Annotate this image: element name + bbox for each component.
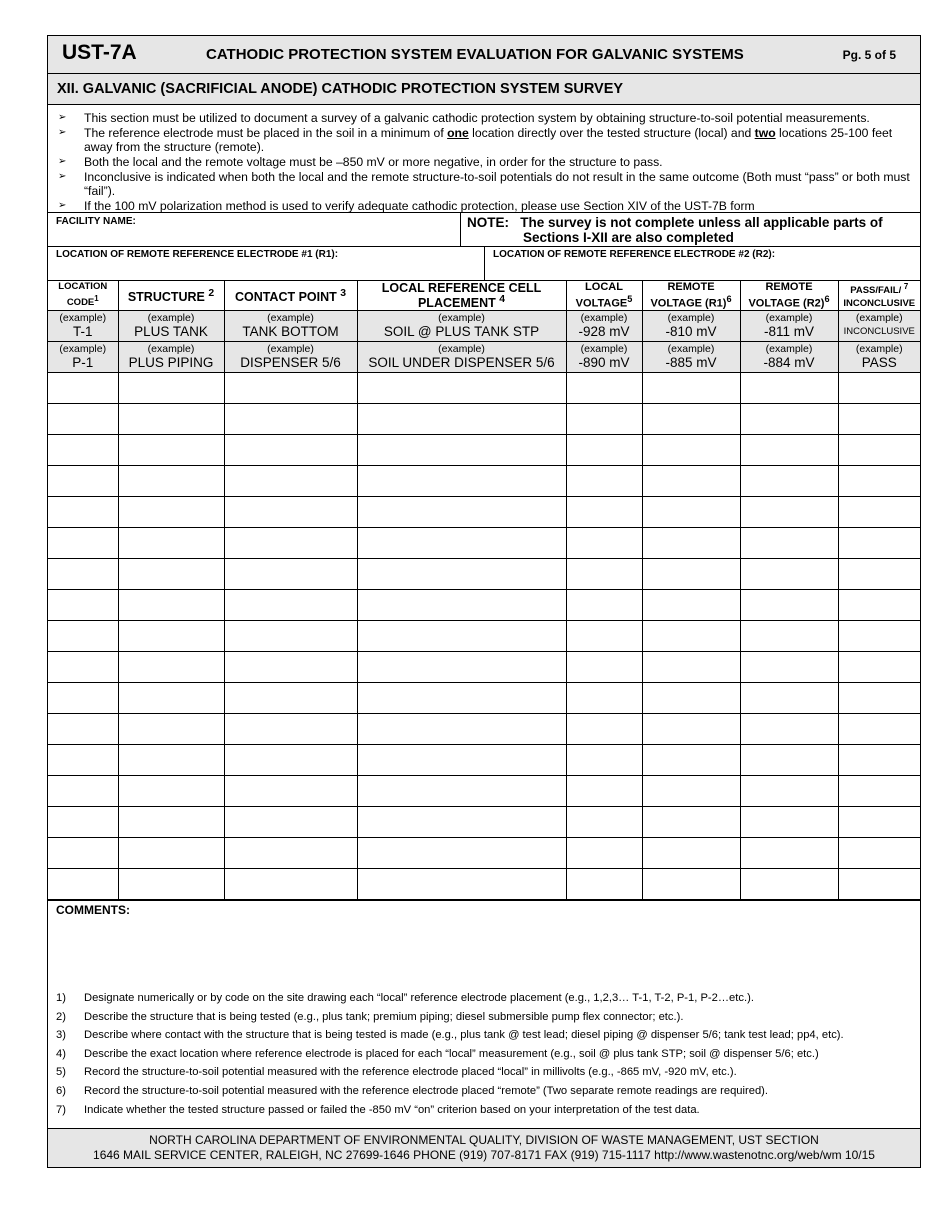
instruction-text: Inconclusive is indicated when both the local and the remote structure-to-soil potentials do not result in the same outcome (Both must “pass” or both must “fail”).: [84, 170, 910, 198]
example-label: (example): [59, 343, 107, 355]
entry-cell[interactable]: [118, 373, 224, 404]
footnote-ref: 3: [340, 287, 347, 299]
entry-cell[interactable]: [48, 528, 118, 559]
footnote-number: 6): [56, 1084, 66, 1097]
footnote-ref: 6: [726, 294, 732, 305]
example-cell: [357, 342, 566, 373]
entry-cell[interactable]: [642, 683, 740, 714]
entry-cell[interactable]: [48, 559, 118, 590]
entry-cell[interactable]: [357, 497, 566, 528]
entry-cell[interactable]: [357, 838, 566, 869]
form-id: UST-7A: [62, 41, 137, 64]
example-value: INCONCLUSIVE: [843, 326, 915, 337]
footnote-text: Describe the exact location where reference electrode is placed for each “local” measurement (e.g., soil @ plus tank STP; soil @ dispenser 5/6; etc.): [84, 1047, 819, 1060]
table-row: [48, 466, 920, 497]
footnote-text: Designate numerically or by code on the site drawing each “local” reference electrode placement (e.g., 1,2,3… T-1, T-2, P-1, P-2…etc.).: [84, 992, 754, 1004]
entry-cell[interactable]: [118, 559, 224, 590]
example-label: (example): [765, 312, 813, 324]
table-row: [48, 869, 920, 900]
instruction-text: This section must be utilized to document a survey of a galvanic cathodic protection system by obtaining structure-to-soil potential measurements.: [84, 111, 870, 125]
arrow-bullet-icon: ➢: [58, 200, 67, 211]
table-row: [48, 683, 920, 714]
entry-cell[interactable]: [566, 559, 642, 590]
entry-cell[interactable]: [838, 373, 920, 404]
footnote-text: Record the structure-to-soil potential measured with the reference electrode placed “remote” (Two separate remote readings are required).: [84, 1084, 769, 1097]
example-row-1: [48, 311, 920, 342]
footnote-number: 3): [56, 1029, 66, 1042]
entry-cell[interactable]: [740, 683, 838, 714]
entry-cell[interactable]: [48, 404, 118, 435]
example-label: (example): [580, 343, 628, 355]
entry-cell[interactable]: [740, 373, 838, 404]
entry-cell[interactable]: [357, 590, 566, 621]
instruction-text-part: location directly over the tested structure (local) and: [468, 126, 755, 140]
example-cell: [838, 342, 920, 373]
entry-cell[interactable]: [740, 497, 838, 528]
instruction-item: [58, 155, 910, 169]
entry-cell[interactable]: [224, 745, 357, 776]
entry-cell[interactable]: [224, 652, 357, 683]
example-label: (example): [580, 312, 628, 324]
entry-cell[interactable]: [838, 652, 920, 683]
example-value: PLUS TANK: [134, 324, 208, 339]
header-remote-r2: [740, 281, 838, 311]
entry-cell[interactable]: [224, 621, 357, 652]
entry-cell[interactable]: [740, 466, 838, 497]
entry-cell[interactable]: [224, 683, 357, 714]
entry-cell[interactable]: [48, 590, 118, 621]
footnote-number: 1): [56, 992, 66, 1004]
entry-cell[interactable]: [224, 404, 357, 435]
remote-electrode-row: [48, 246, 920, 280]
header-local-voltage: [566, 281, 642, 311]
entry-cell[interactable]: [118, 807, 224, 838]
entry-cell[interactable]: [48, 435, 118, 466]
entry-cell[interactable]: [642, 838, 740, 869]
footnote-item: [56, 1026, 920, 1045]
header-text: CONTACT POINT: [234, 290, 337, 305]
note-line-2: Sections I-XII are also completed: [523, 230, 734, 245]
entry-cell[interactable]: [838, 559, 920, 590]
example-label: (example): [667, 312, 715, 324]
entry-cell[interactable]: [118, 528, 224, 559]
example-label: (example): [267, 312, 314, 324]
comments-label: COMMENTS:: [56, 903, 130, 917]
footnote-ref: 6: [824, 294, 830, 305]
remote-electrode-2-label: LOCATION OF REMOTE REFERENCE ELECTRODE #2 (R2):: [493, 249, 776, 260]
example-cell: [48, 311, 118, 342]
entry-cell[interactable]: [566, 528, 642, 559]
entry-cell[interactable]: [642, 714, 740, 745]
footnote-text: Record the structure-to-soil potential measured with the reference electrode placed “local” in millivolts (e.g., -865 mV, -920 mV, etc.).: [84, 1066, 737, 1079]
entry-cell[interactable]: [642, 590, 740, 621]
table-row: [48, 373, 920, 404]
entry-cell[interactable]: [224, 869, 357, 900]
entry-cell[interactable]: [118, 838, 224, 869]
note-text-1: The survey is not complete unless all applicable parts of: [520, 215, 883, 230]
entry-cell[interactable]: [224, 466, 357, 497]
table-row: [48, 807, 920, 838]
example-value: -890 mV: [578, 355, 630, 370]
instruction-text: [84, 126, 910, 154]
footer-line-2: 1646 MAIL SERVICE CENTER, RALEIGH, NC 27699-1646 PHONE (919) 707-8171 FAX (919) 715-1117 http://www.wastenotnc.org/web/wm 10/15: [93, 1148, 875, 1162]
entry-cell[interactable]: [838, 590, 920, 621]
example-cell: [566, 311, 642, 342]
example-cell: [118, 342, 224, 373]
entry-cell[interactable]: [48, 776, 118, 807]
entry-cell[interactable]: [740, 652, 838, 683]
entry-cell[interactable]: [118, 466, 224, 497]
arrow-bullet-icon: ➢: [58, 156, 67, 167]
example-value: P-1: [72, 355, 94, 370]
header-text: REMOTE VOLTAGE (R1): [650, 281, 727, 310]
entry-cell[interactable]: [642, 497, 740, 528]
entry-cell[interactable]: [566, 466, 642, 497]
entry-cell[interactable]: [838, 497, 920, 528]
example-value: -884 mV: [763, 355, 815, 370]
entry-cell[interactable]: [118, 714, 224, 745]
entry-cell[interactable]: [566, 869, 642, 900]
arrow-bullet-icon: ➢: [58, 112, 67, 123]
entry-cell[interactable]: [48, 714, 118, 745]
entry-cell[interactable]: [566, 683, 642, 714]
entry-cell[interactable]: [740, 559, 838, 590]
entry-cell[interactable]: [838, 776, 920, 807]
header-remote-r1: [642, 281, 740, 311]
table-row: [48, 497, 920, 528]
entry-cell[interactable]: [566, 497, 642, 528]
footnote-ref: 4: [499, 293, 506, 305]
arrow-bullet-icon: ➢: [58, 171, 67, 182]
form-page: [47, 35, 921, 1168]
entry-cell[interactable]: [224, 807, 357, 838]
table-row: [48, 528, 920, 559]
entry-cell[interactable]: [740, 807, 838, 838]
entry-cell[interactable]: [566, 590, 642, 621]
header-local-reference: [357, 281, 566, 311]
entry-cell[interactable]: [740, 528, 838, 559]
table-row: [48, 590, 920, 621]
entry-cell[interactable]: [224, 373, 357, 404]
entry-cell[interactable]: [48, 466, 118, 497]
example-cell: [642, 342, 740, 373]
entry-cell[interactable]: [118, 435, 224, 466]
instruction-text: Both the local and the remote voltage must be –850 mV or more negative, in order for the structure to pass.: [84, 155, 663, 169]
entry-cell[interactable]: [642, 745, 740, 776]
example-value: DISPENSER 5/6: [240, 355, 341, 370]
entry-cell[interactable]: [118, 590, 224, 621]
entry-cell[interactable]: [566, 745, 642, 776]
entry-cell[interactable]: [357, 745, 566, 776]
entry-cell[interactable]: [118, 652, 224, 683]
entry-cell[interactable]: [566, 652, 642, 683]
note-prefix: NOTE:: [467, 215, 509, 230]
instruction-item: [58, 170, 910, 198]
emphasis-one: one: [447, 126, 469, 140]
example-value: PASS: [861, 355, 897, 370]
example-cell: [642, 311, 740, 342]
entry-cell[interactable]: [642, 528, 740, 559]
example-value: -885 mV: [665, 355, 717, 370]
entry-cell[interactable]: [642, 559, 740, 590]
example-label: (example): [147, 312, 195, 324]
blank-rows: [48, 373, 920, 900]
entry-cell[interactable]: [48, 373, 118, 404]
entry-cell[interactable]: [740, 714, 838, 745]
section-title: XII. GALVANIC (SACRIFICIAL ANODE) CATHODIC PROTECTION SYSTEM SURVEY: [48, 74, 920, 105]
entry-cell[interactable]: [357, 435, 566, 466]
example-cell: [838, 311, 920, 342]
entry-cell[interactable]: [48, 807, 118, 838]
table-row: [48, 838, 920, 869]
header-text: LOCAL REFERENCE CELL PLACEMENT: [381, 280, 542, 311]
entry-cell[interactable]: [838, 714, 920, 745]
entry-cell[interactable]: [357, 559, 566, 590]
entry-cell[interactable]: [48, 683, 118, 714]
entry-cell[interactable]: [642, 652, 740, 683]
entry-cell[interactable]: [838, 745, 920, 776]
footnote-item: [56, 1082, 920, 1101]
entry-cell[interactable]: [740, 838, 838, 869]
entry-cell[interactable]: [740, 435, 838, 466]
entry-cell[interactable]: [48, 497, 118, 528]
header-location-code: [48, 281, 118, 311]
entry-cell[interactable]: [740, 621, 838, 652]
example-cell: [118, 311, 224, 342]
entry-cell[interactable]: [838, 807, 920, 838]
entry-cell[interactable]: [357, 466, 566, 497]
entry-cell[interactable]: [642, 466, 740, 497]
footnote-ref: 1: [94, 294, 99, 304]
footnote-text: Describe the structure that is being tested (e.g., plus tank; premium piping; diesel submersible pump flex connector; etc.).: [84, 1010, 684, 1023]
table-row: [48, 404, 920, 435]
entry-cell[interactable]: [566, 621, 642, 652]
entry-cell[interactable]: [642, 435, 740, 466]
entry-cell[interactable]: [838, 466, 920, 497]
entry-cell[interactable]: [118, 404, 224, 435]
entry-cell[interactable]: [566, 838, 642, 869]
instruction-item: [58, 111, 910, 125]
example-label: (example): [765, 343, 813, 355]
entry-cell[interactable]: [224, 838, 357, 869]
entry-cell[interactable]: [48, 652, 118, 683]
header-text: LOCAL VOLTAGE: [575, 281, 628, 310]
header-contact-point: [224, 281, 357, 311]
example-cell: [48, 342, 118, 373]
form-title: CATHODIC PROTECTION SYSTEM EVALUATION FOR GALVANIC SYSTEMS: [206, 46, 744, 63]
entry-cell[interactable]: [740, 745, 838, 776]
header-text: PASS/FAIL/: [850, 285, 902, 297]
entry-cell[interactable]: [357, 373, 566, 404]
remote-electrode-2-field[interactable]: [485, 247, 920, 280]
table-row: [48, 652, 920, 683]
entry-cell[interactable]: [357, 683, 566, 714]
example-value: SOIL UNDER DISPENSER 5/6: [368, 355, 555, 370]
table-header-row: [48, 281, 920, 311]
entry-cell[interactable]: [118, 776, 224, 807]
example-cell: [224, 311, 357, 342]
remote-electrode-1-label: LOCATION OF REMOTE REFERENCE ELECTRODE #1 (R1):: [56, 249, 339, 260]
footnote-number: 2): [56, 1010, 66, 1023]
example-row-2: [48, 342, 920, 373]
example-cell: [224, 342, 357, 373]
entry-cell[interactable]: [357, 714, 566, 745]
entry-cell[interactable]: [224, 559, 357, 590]
example-value: SOIL @ PLUS TANK STP: [383, 324, 540, 339]
table-row: [48, 745, 920, 776]
footnote-item: [56, 1063, 920, 1082]
entry-cell[interactable]: [642, 404, 740, 435]
footnote-number: 5): [56, 1066, 66, 1079]
entry-cell[interactable]: [566, 776, 642, 807]
entry-cell[interactable]: [740, 776, 838, 807]
facility-row: [48, 212, 920, 246]
header-text: REMOTE VOLTAGE (R2): [748, 281, 825, 310]
example-label: (example): [855, 343, 903, 355]
entry-cell[interactable]: [740, 404, 838, 435]
entry-cell[interactable]: [566, 404, 642, 435]
entry-cell[interactable]: [642, 621, 740, 652]
footnote-number: 4): [56, 1047, 66, 1060]
entry-cell[interactable]: [48, 838, 118, 869]
entry-cell[interactable]: [224, 590, 357, 621]
entry-cell[interactable]: [48, 745, 118, 776]
entry-cell[interactable]: [357, 776, 566, 807]
note-line-1: [467, 215, 914, 230]
entry-cell[interactable]: [118, 869, 224, 900]
entry-cell[interactable]: [740, 869, 838, 900]
entry-cell[interactable]: [224, 528, 357, 559]
entry-cell[interactable]: [224, 435, 357, 466]
entry-cell[interactable]: [357, 807, 566, 838]
example-cell: [357, 311, 566, 342]
instructions-list: [48, 105, 920, 212]
title-bar: [48, 36, 920, 74]
entry-cell[interactable]: [224, 497, 357, 528]
example-label: (example): [267, 343, 314, 355]
example-value: -928 mV: [578, 324, 630, 339]
table-row: [48, 559, 920, 590]
entry-cell[interactable]: [566, 435, 642, 466]
comments-field[interactable]: [48, 900, 920, 989]
footnote-text: Indicate whether the tested structure passed or failed the -850 mV “on” criterion based on your interpretation of the test data.: [84, 1103, 700, 1116]
footnote-text: Describe where contact with the structure that is being tested is made (e.g., plus tank @ test lead; diesel piping @ dispenser 5/6; tank test lead; pp4, etc).: [84, 1029, 844, 1042]
page-footer: [48, 1128, 920, 1167]
entry-cell[interactable]: [838, 435, 920, 466]
footnote-item: [56, 1045, 920, 1064]
entry-cell[interactable]: [48, 621, 118, 652]
footnote-item: [56, 989, 920, 1008]
footnote-ref: 2: [208, 287, 215, 299]
table-row: [48, 621, 920, 652]
table-row: [48, 776, 920, 807]
example-label: (example): [855, 312, 903, 324]
entry-cell[interactable]: [566, 807, 642, 838]
entry-cell[interactable]: [838, 404, 920, 435]
instruction-item: [58, 199, 910, 213]
footnote-ref: 5: [627, 294, 633, 305]
entry-cell[interactable]: [118, 745, 224, 776]
instruction-text-part: locations 25-100 feet away from the structure (remote).: [84, 126, 893, 154]
example-value: -811 mV: [763, 324, 815, 339]
example-cell: [740, 311, 838, 342]
header-text: LOCATION CODE: [58, 281, 108, 309]
example-value: PLUS PIPING: [128, 355, 214, 370]
entry-cell[interactable]: [838, 838, 920, 869]
entry-cell[interactable]: [566, 373, 642, 404]
example-value: T-1: [72, 324, 93, 339]
entry-cell[interactable]: [357, 621, 566, 652]
survey-table: [48, 280, 920, 900]
table-row: [48, 435, 920, 466]
header-pass-fail: [838, 281, 920, 311]
entry-cell[interactable]: [224, 776, 357, 807]
example-value: -810 mV: [665, 324, 717, 339]
entry-cell[interactable]: [642, 807, 740, 838]
page-number: Pg. 5 of 5: [842, 48, 896, 62]
example-label: (example): [59, 312, 107, 324]
instruction-item: [58, 126, 910, 154]
emphasis-two: two: [754, 126, 776, 140]
footnote-number: 7): [56, 1103, 66, 1116]
example-label: (example): [438, 343, 485, 355]
entry-cell[interactable]: [566, 714, 642, 745]
entry-cell[interactable]: [48, 869, 118, 900]
footnote-item: [56, 1008, 920, 1027]
entry-cell[interactable]: [357, 528, 566, 559]
entry-cell[interactable]: [642, 869, 740, 900]
entry-cell[interactable]: [357, 652, 566, 683]
remote-electrode-1-field[interactable]: [48, 247, 485, 280]
entry-cell[interactable]: [118, 683, 224, 714]
entry-cell[interactable]: [118, 497, 224, 528]
entry-cell[interactable]: [642, 373, 740, 404]
footnote-item: [56, 1101, 920, 1120]
example-label: (example): [147, 343, 195, 355]
example-value: TANK BOTTOM: [242, 324, 339, 339]
footnotes-list: [48, 989, 920, 1117]
example-label: (example): [667, 343, 715, 355]
example-label: (example): [438, 312, 485, 324]
entry-cell[interactable]: [838, 683, 920, 714]
header-structure: [118, 281, 224, 311]
entry-cell[interactable]: [224, 714, 357, 745]
entry-cell[interactable]: [740, 590, 838, 621]
example-cell: [566, 342, 642, 373]
entry-cell[interactable]: [838, 528, 920, 559]
facility-name-label: FACILITY NAME:: [56, 216, 136, 227]
header-text: INCONCLUSIVE: [843, 297, 916, 309]
table-row: [48, 714, 920, 745]
entry-cell[interactable]: [838, 869, 920, 900]
entry-cell[interactable]: [357, 404, 566, 435]
header-text: STRUCTURE: [127, 290, 205, 305]
completion-note: [461, 213, 920, 246]
entry-cell[interactable]: [118, 621, 224, 652]
facility-name-field[interactable]: [48, 213, 461, 246]
instruction-text: If the 100 mV polarization method is used to verify adequate cathodic protection, please use Section XIV of the UST-7B form: [84, 199, 755, 213]
instruction-text-part: The reference electrode must be placed in the soil in a minimum of: [84, 126, 448, 140]
entry-cell[interactable]: [838, 621, 920, 652]
example-cell: [740, 342, 838, 373]
arrow-bullet-icon: ➢: [58, 127, 67, 138]
footnote-ref: 7: [903, 282, 909, 292]
entry-cell[interactable]: [357, 869, 566, 900]
footer-line-1: NORTH CAROLINA DEPARTMENT OF ENVIRONMENTAL QUALITY, DIVISION OF WASTE MANAGEMENT, UST SECTION: [149, 1133, 819, 1147]
entry-cell[interactable]: [642, 776, 740, 807]
